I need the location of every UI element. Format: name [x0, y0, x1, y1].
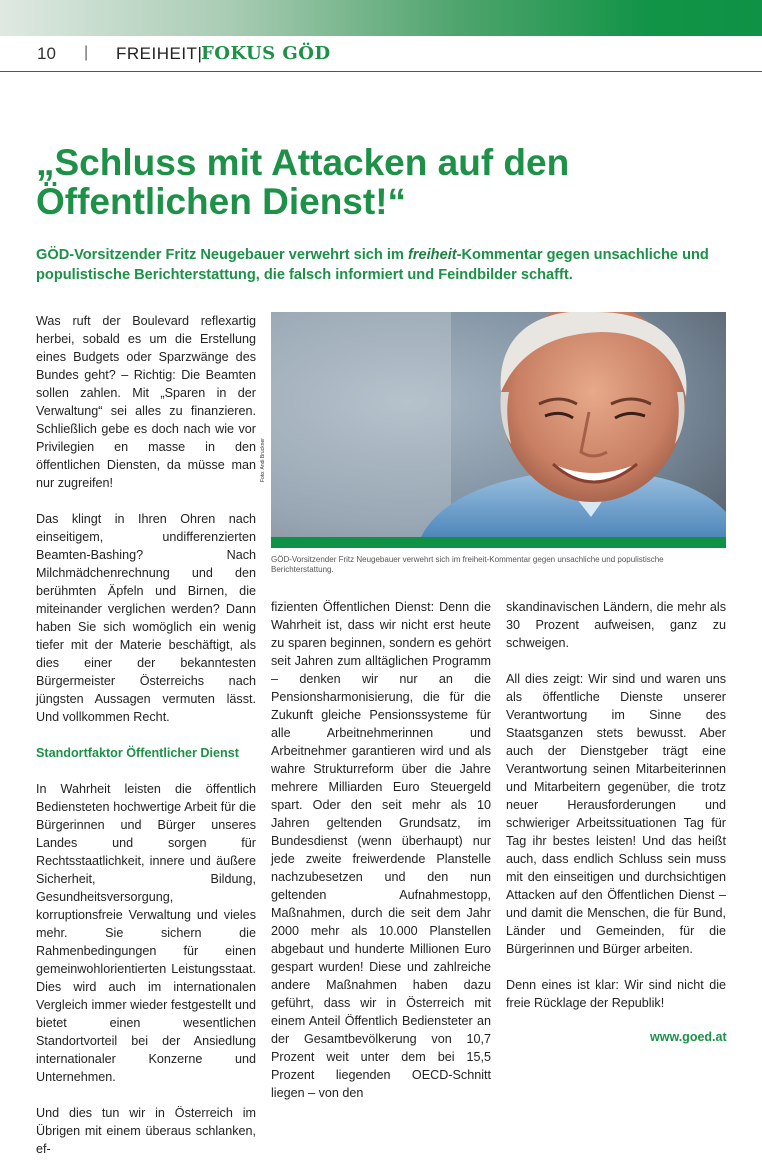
article-title: „Schluss mit Attacken auf den Öffentlichen Dienst!“ — [36, 142, 570, 222]
website-link[interactable]: www.goed.at — [650, 1030, 727, 1044]
top-gradient-bar — [0, 0, 762, 36]
section-label: FREIHEIT — [116, 44, 198, 63]
paragraph: All dies zeigt: Wir sind und waren uns als öffentliche Dienste unserer Verantwortung im Sinne des Staatsganzen stets bewusst. Aber auch der Dienstgeber trägt eine Verantwortung seinen Mitarbeiterinnen und Mitarbeitern gegenüber, die trotz neuer Herausforderungen und schwieriger Arbeitssituationen Tag für Tag ihr bestes leisten! Und das heißt auch, dass endlich Schluss sein muss mit den einseitigen und durchsichtigen Attacken auf den Öffentlichen Dienst – und damit die Menschen, die für Bund, Länder und Gemeinden, für die Bürgerinnen und Bürger arbeiten. — [506, 672, 726, 956]
paragraph: Was ruft der Boulevard reflexartig herbei, sobald es um die Erstellung eines Budgets oder Sparzwänge des Bundes geht? – Richtig: Die Beamten sollen zahlen. Mit „Sparen in der Verwaltung“ sei alles zu finanzieren. Schließlich gebe es doch nach wie vor Privilegien en masse in den öffentlichen Diensten, da müsse man nur zugreifen! — [36, 314, 256, 490]
subheading: Standortfaktor Öffentlicher Dienst — [36, 746, 239, 760]
lead-text-end: -Kommentar gegen unsachliche und populistische Berichterstattung, die falsch informiert und Feindbilder schafft. — [36, 247, 709, 283]
portrait-photo — [271, 312, 726, 537]
paragraph: Denn eines ist klar: Wir sind nicht die freie Rücklage der Republik! — [506, 978, 726, 1010]
section-name — [116, 44, 202, 64]
header-separator: | — [84, 44, 89, 61]
section-subtitle: FOKUS GÖD — [201, 43, 331, 64]
article-column-1 — [36, 312, 256, 1176]
lead-emphasis: freiheit — [407, 247, 457, 263]
paragraph: Das klingt in Ihren Ohren nach einseitigem, undifferenzierten Beamten-Bashing? Nach Milchmädchenrechnung und den berühmten Äpfeln und Birnen, die miteinander verglichen werden? Dann haben Sie sich womöglich ein wenig tiefer mit der Materie beschäftigt, als dies einer der bekanntesten Bürgermeister Österreichs nach jüngsten Aussagen vermuten lässt. Und vollkommen Recht. — [36, 512, 256, 724]
section-separator: | — [197, 44, 203, 63]
article-column-3 — [506, 598, 726, 1030]
lead-text-start: GÖD-Vorsitzender Fritz Neugebauer verwehrt sich im — [36, 247, 408, 263]
page-number: 10 — [37, 44, 56, 63]
paragraph: skandinavischen Ländern, die mehr als 30 Prozent aufweisen, ganz zu schweigen. — [506, 600, 726, 650]
paragraph: In Wahrheit leisten die öffentlich Bediensteten hochwertige Arbeit für die Bürgerinnen und Bürger unseres Landes und sorgen für Rechtsstaatlichkeit, innere und äußere Sicherheit, Bildung, Gesundheitsversorgung, korruptionsfreie Verwaltung und vieles mehr. Sie sichern die Rahmenbedingungen für einen gemeinwohlorientierten Leistungsstaat. Dies wird auch im internationalen Vergleich immer wieder festgestellt und bietet einen wesentlichen Standortvorteil bei der Ansiedlung internationaler Konzerne und Unternehmen. — [36, 782, 256, 1084]
header-rule — [0, 71, 762, 72]
photo-caption: GÖD-Vorsitzender Fritz Neugebauer verwehrt sich im freiheit-Kommentar gegen unsachliche und populistische Berichterstattung. — [271, 555, 664, 574]
paragraph: fizienten Öffentlichen Dienst: Denn die Wahrheit ist, dass wir nicht erst heute zu sparen beginnen, sondern es gehört seit Jahren zum alltäglichen Programm – denken wir nur an die Pensionsharmonisierung, die für die Zukunft gleiche Pensionssysteme für alle Arbeitnehmerinnen und Arbeitnehmer garantieren wird und als wahre Strukturreform über die Jahre mehrere Milliarden Euro Steuergeld spart. Oder den seit mehr als 10 Jahren geltenden Grundsatz, im Bundesdienst (wenn überhaupt) nur jede zweite freiwerdende Planstelle nachzubesetzen und den nun geltenden Aufnahmestopp, Maßnahmen, durch die seit dem Jahr 2000 mehr als 10.000 Planstellen abgebaut und hunderte Millionen Euro gespart wurden! Diese und zahlreiche andere Maßnahmen haben dazu geführt, dass wir in Österreich mit einem Anteil Öffentlich Bediensteter an der Gesamtbevölkerung von 10,7 Prozent weit unter dem bei 15,5 Prozent liegenden OECD-Schnitt liegen – von den — [271, 600, 491, 1100]
article-lead — [36, 245, 736, 285]
paragraph: Und dies tun wir in Österreich im Übrigen mit einem überaus schlanken, ef- — [36, 1106, 256, 1156]
photo-credit: Foto: Andi Bruckner — [260, 438, 266, 482]
article-column-2 — [271, 598, 491, 1120]
photo-green-bar — [271, 537, 726, 548]
